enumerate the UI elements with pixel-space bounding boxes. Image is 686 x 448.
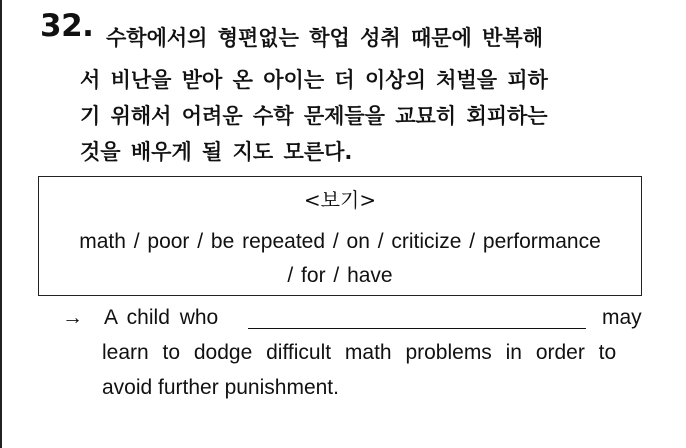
answer-line-3: avoid further punishment. [102,376,339,399]
question-line-2: 서 비난을 받아 온 아이는 더 이상의 처벌을 피하 [80,68,548,92]
answer-line-1-start: A child who [104,306,219,329]
left-margin-rule [0,0,2,448]
bogi-box [38,176,642,296]
bogi-title: <보기> [303,188,377,212]
answer-line-2: learn to dodge difficult math problems in order to [102,341,617,364]
question-line-3: 기 위해서 어려운 수학 문제들을 교묘히 회피하는 [80,104,548,128]
bogi-words-line-2: / for / have [287,264,393,287]
question-line-1: 수학에서의 형편없는 학업 성취 때문에 반복해 [106,26,543,50]
question-line-4: 것을 배우게 될 지도 모른다. [80,140,353,164]
question-number: 32. [40,8,94,44]
arrow-icon: → [62,306,83,329]
answer-line-1-end: may [602,306,642,329]
bogi-words-line-1: math / poor / be repeated / on / criticize / performance [79,230,601,253]
bogi-word-list [47,225,633,293]
answer-blank[interactable] [248,328,586,329]
